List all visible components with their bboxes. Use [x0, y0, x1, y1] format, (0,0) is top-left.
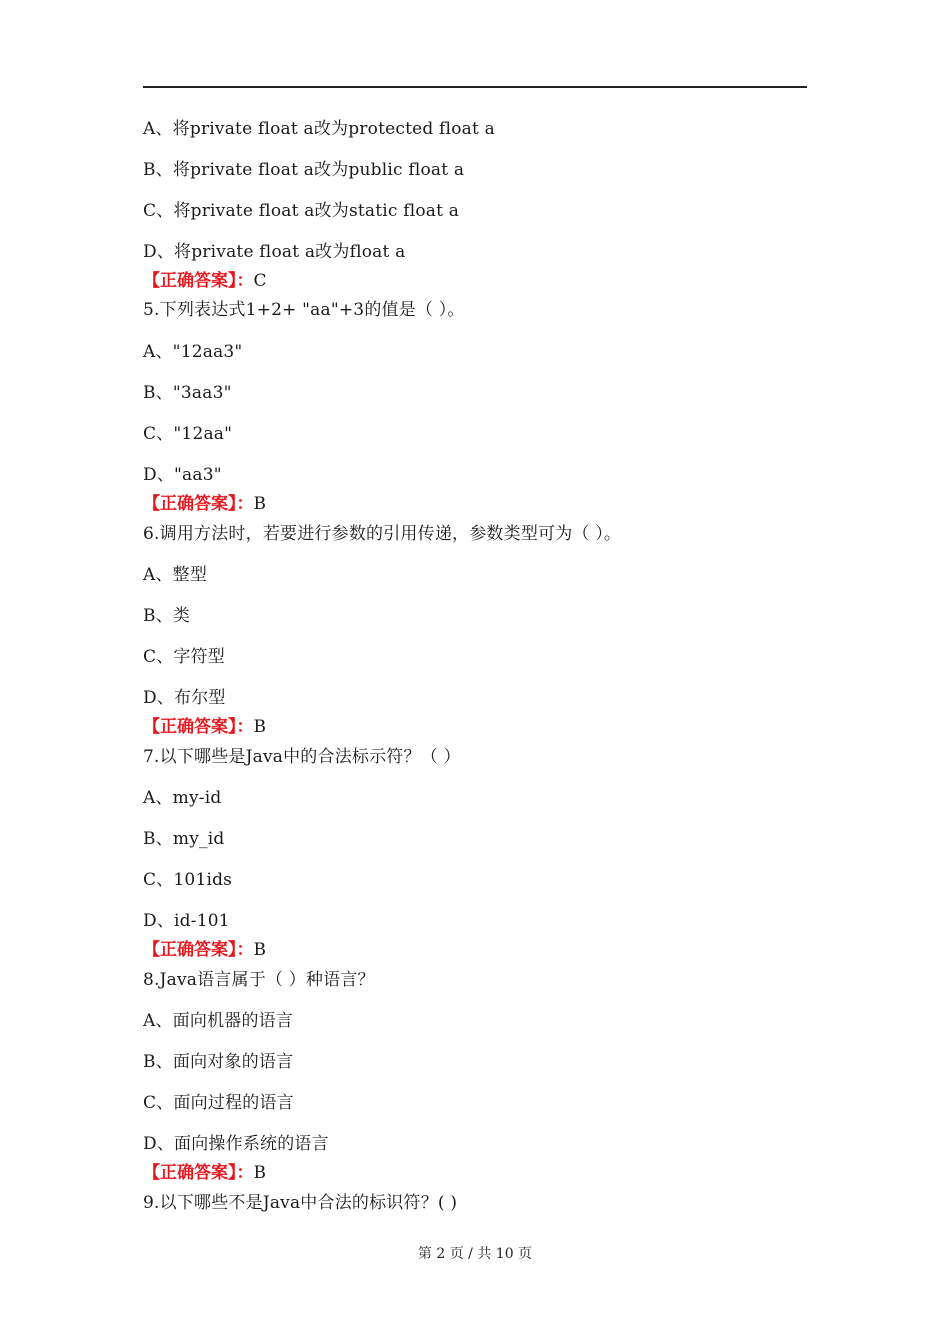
- answer-label: 【正确答案】：: [143, 717, 254, 737]
- correct-answer-q7: [143, 939, 266, 961]
- question-7-title: 7.以下哪些是Java中的合法标示符？（ ）: [143, 747, 461, 767]
- option-q7-a: A、my-id: [143, 788, 222, 808]
- option-q6-d: D、布尔型: [143, 688, 226, 708]
- question-6-title: 6.调用方法时，若要进行参数的引用传递，参数类型可为（ ）。: [143, 524, 622, 544]
- option-q5-d: D、"aa3": [143, 465, 222, 485]
- option-q8-b: B、面向对象的语言: [143, 1052, 294, 1072]
- option-q6-c: C、字符型: [143, 647, 226, 667]
- answer-value: B: [253, 940, 266, 960]
- question-9-title: 9.以下哪些不是Java中合法的标识符？( ): [143, 1193, 458, 1213]
- option-q6-a: A、整型: [143, 565, 208, 585]
- header-rule: [143, 86, 807, 88]
- answer-value: C: [253, 271, 267, 291]
- option-q8-d: D、面向操作系统的语言: [143, 1134, 329, 1154]
- correct-answer-q6: [143, 716, 266, 738]
- answer-label: 【正确答案】：: [143, 1163, 254, 1183]
- option-q8-c: C、面向过程的语言: [143, 1093, 294, 1113]
- option-q5-b: B、"3aa3": [143, 383, 232, 403]
- option-q4-a: A、将private float a改为protected float a: [143, 119, 495, 139]
- option-q6-b: B、类: [143, 606, 191, 626]
- option-q4-b: B、将private float a改为public float a: [143, 160, 465, 180]
- option-q5-c: C、"12aa": [143, 424, 233, 444]
- correct-answer-q5: [143, 493, 266, 515]
- answer-value: B: [253, 494, 266, 514]
- answer-label: 【正确答案】：: [143, 271, 254, 291]
- answer-label: 【正确答案】：: [143, 494, 254, 514]
- option-q4-c: C、将private float a改为static float a: [143, 201, 460, 221]
- question-8-title: 8.Java语言属于（ ）种语言？: [143, 970, 375, 990]
- option-q7-c: C、101ids: [143, 870, 233, 890]
- page-footer: 第 2 页 / 共 10 页: [417, 1246, 533, 1262]
- option-q5-a: A、"12aa3": [143, 342, 243, 362]
- answer-value: B: [253, 1163, 266, 1183]
- answer-label: 【正确答案】：: [143, 940, 254, 960]
- question-5-title: 5.下列表达式1+2+ "aa"+3的值是（ ）。: [143, 300, 465, 320]
- option-q7-d: D、id-101: [143, 911, 230, 931]
- correct-answer-q4: [143, 270, 267, 292]
- correct-answer-q8: [143, 1162, 266, 1184]
- answer-value: B: [253, 717, 266, 737]
- option-q8-a: A、面向机器的语言: [143, 1011, 294, 1031]
- option-q7-b: B、my_id: [143, 829, 225, 849]
- option-q4-d: D、将private float a改为float a: [143, 242, 406, 262]
